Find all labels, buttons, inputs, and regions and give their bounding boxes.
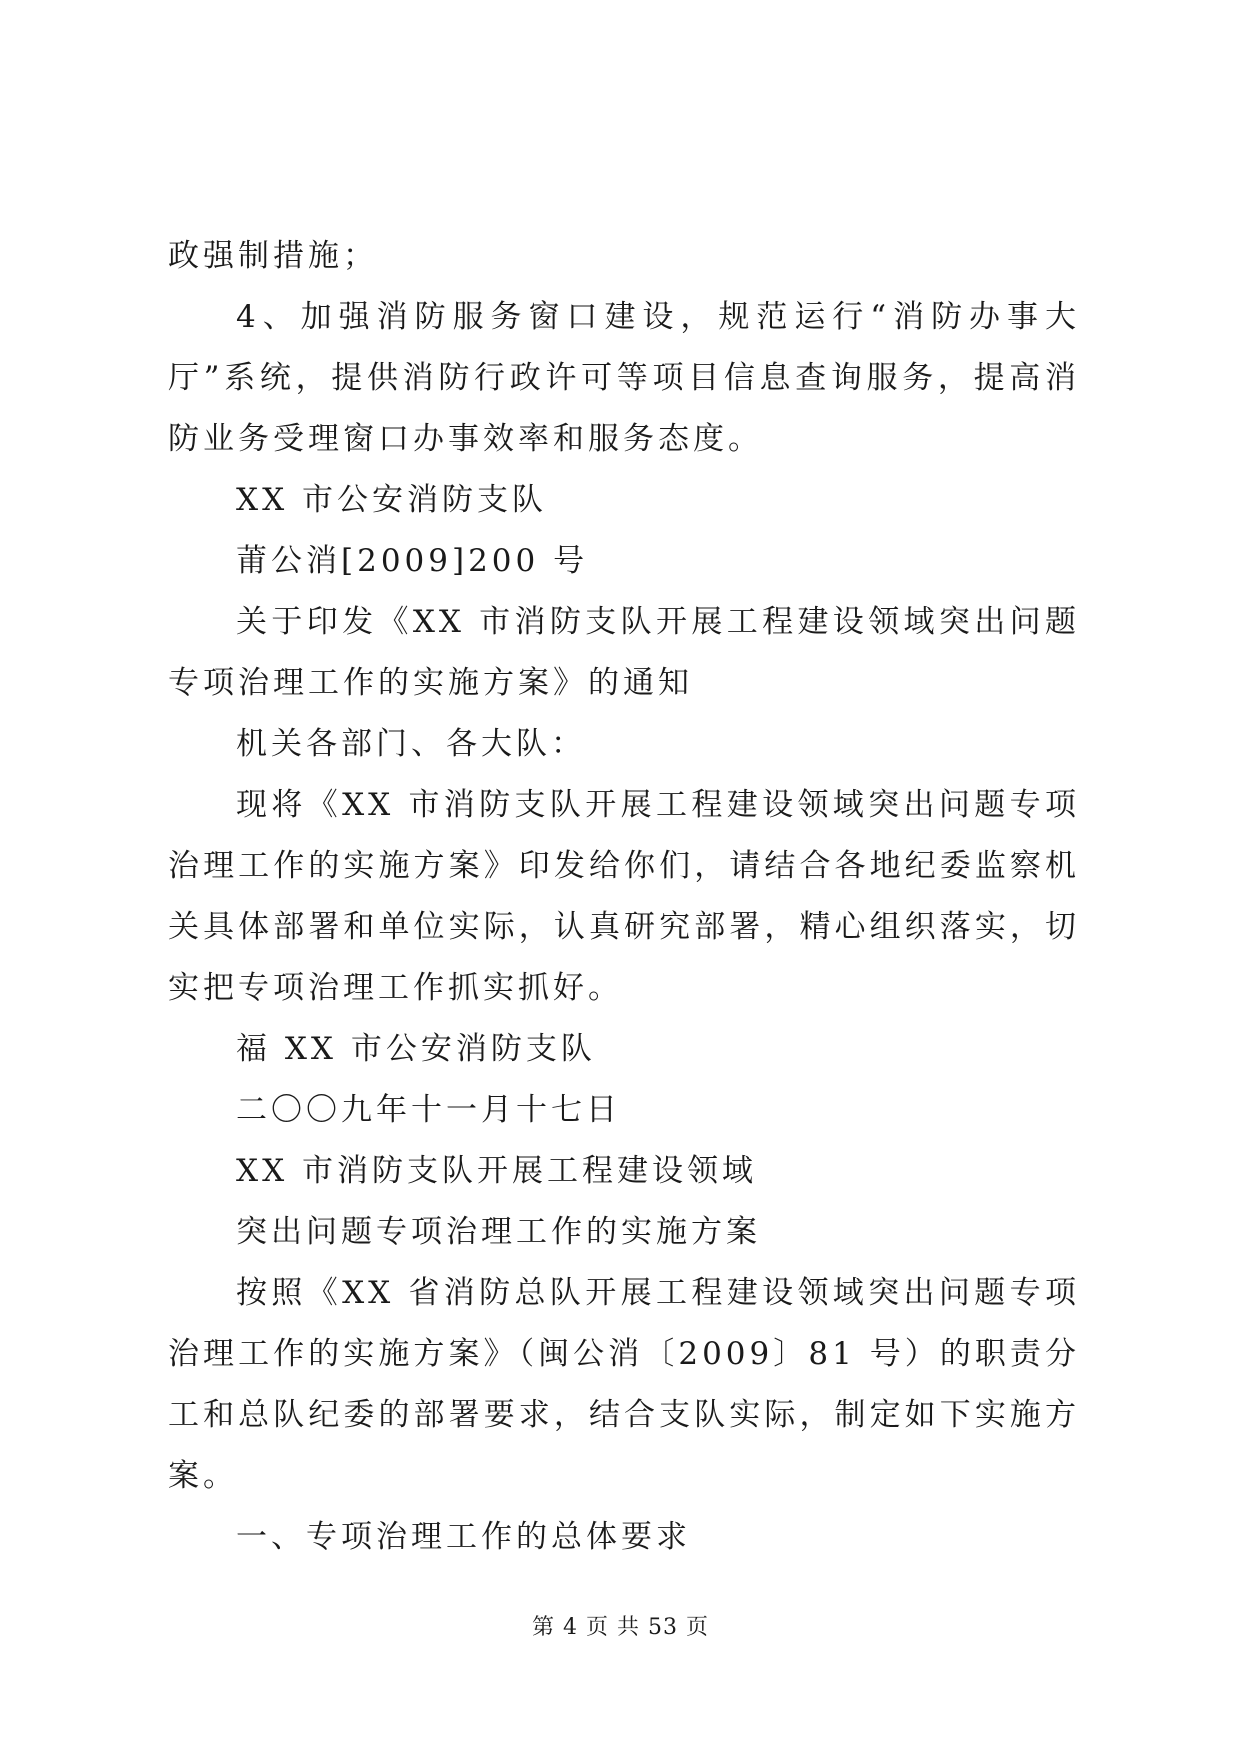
paragraph-7: 现将《XX 市消防支队开展工程建设领域突出问题专项治理工作的实施方案》印发给你们，请结合各地纪委监察机关具体部署和单位实际，认真研究部署，精心组织落实，切实把专项治理工作抓实抓好。 xyxy=(168,787,1080,1006)
paragraph-4: 莆公消[2009]200 号 xyxy=(236,543,589,579)
paragraph-3: XX 市公安消防支队 xyxy=(236,482,547,518)
paragraph-9: 二〇〇九年十一月十七日 xyxy=(236,1092,621,1128)
page-number-footer: 第 4 页 共 53 页 xyxy=(532,1615,709,1640)
paragraph-8: 福 XX 市公安消防支队 xyxy=(236,1031,596,1067)
document-body xyxy=(168,226,1080,1568)
paragraph-6: 机关各部门、各大队： xyxy=(236,726,586,762)
paragraph-2: 4、加强消防服务窗口建设，规范运行“消防办事大厅”系统，提供消防行政许可等项目信息查询服务，提高消防业务受理窗口办事效率和服务态度。 xyxy=(168,299,1080,457)
paragraph-10: XX 市消防支队开展工程建设领域 xyxy=(236,1153,757,1189)
paragraph-1: 政强制措施； xyxy=(168,238,378,274)
paragraph-5: 关于印发《XX 市消防支队开展工程建设领域突出问题专项治理工作的实施方案》的通知 xyxy=(168,604,1080,701)
paragraph-13: 一、专项治理工作的总体要求 xyxy=(236,1519,691,1555)
paragraph-11: 突出问题专项治理工作的实施方案 xyxy=(236,1214,761,1250)
paragraph-12: 按照《XX 省消防总队开展工程建设领域突出问题专项治理工作的实施方案》（闽公消〔2009〕81 号）的职责分工和总队纪委的部署要求，结合支队实际，制定如下实施方案。 xyxy=(168,1275,1080,1494)
